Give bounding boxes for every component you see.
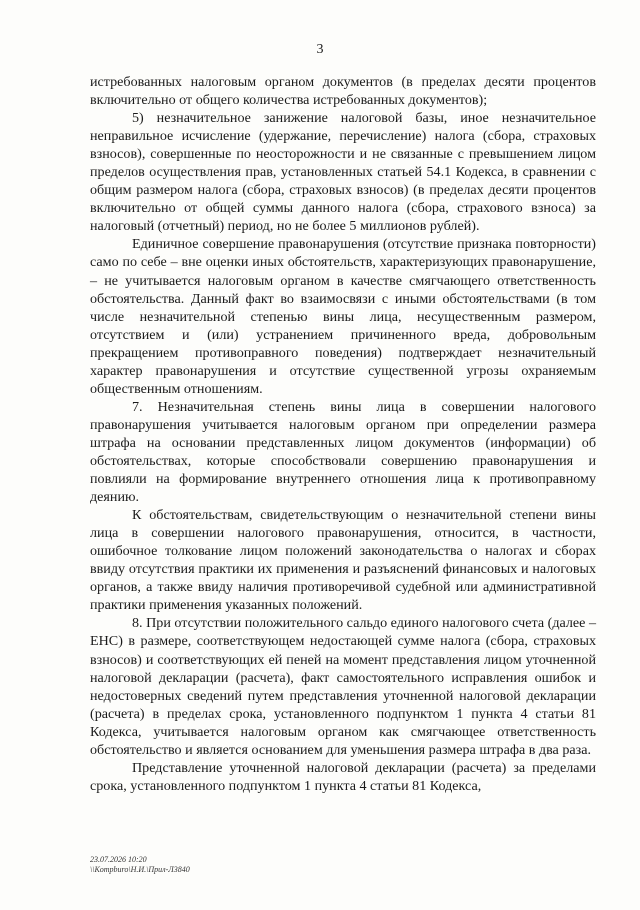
page-number: 3: [316, 42, 324, 57]
paragraph-continuation: истребованных налоговым органом документов (в пределах десяти процентов включительно от общего количества истребованных документов);: [90, 74, 596, 109]
footer-stamp: [90, 855, 190, 875]
paragraph-item-5: 5) незначительное занижение налоговой базы, иное незначительное неправильное исчисление (удержание, перечисление) налога (сбора, страховых взносов), совершенные по неосторожности и не связанные с превышением лицом пределов осуществления прав, установленных статьей 54.1 Кодекса, в сравнении с общим размером налога (сбора, страховых взносов) (в пределах десяти процентов включительно от общей суммы данного налога (сбора, страхового взноса) за налоговый (отчетный) период, но не более 5 миллионов рублей).: [90, 110, 596, 235]
paragraph-single-offense: Единичное совершение правонарушения (отсутствие признака повторности) само по себе – вне оценки иных обстоятельств, характеризующих правонарушение, – не учитывается налоговым органом в качестве смягчающего ответственность обстоятельства. Данный факт во взаимосвязи с иными обстоятельствами (в том числе незначительной степенью вины лица, несущественным размером, отсутствием и (или) устранением причиненного вреда, добровольным прекращением противоправного поведения) подтверждает незначительный характер правонарушения и отсутствие существенной угрозы охраняемым общественным отношениям.: [90, 236, 596, 397]
footer-timestamp: 23.07.2026 10:20: [90, 855, 147, 864]
document-body: [90, 73, 596, 795]
paragraph-item-7: 7. Незначительная степень вины лица в совершении налогового правонарушения учитывается налоговым органом при определении размера штрафа на основании представленных лицом документов (информации) об обстоятельствах, которые способствовали совершению правонарушения и повлияли на формирование внутреннего отношения лица к противоправному деянию.: [90, 398, 596, 506]
paragraph-late-declaration: Представление уточненной налоговой декларации (расчета) за пределами срока, установленного подпунктом 1 пункта 4 статьи 81 Кодекса,: [90, 759, 596, 794]
footer-doc-ref: \\Kompburo\Н.И.\Прил-Л3840: [90, 865, 190, 874]
paragraph-guilt-circumstances: К обстоятельствам, свидетельствующим о незначительной степени вины лица в совершении налогового правонарушения, относится, в частности, ошибочное толкование лицом положений законодательства о налогах и сборах ввиду отсутствия практики их применения и разъяснений финансовых и налоговых органов, а также ввиду наличия противоречивой судебной или административной практики применения указанных положений.: [90, 507, 596, 614]
paragraph-item-8: 8. При отсутствии положительного сальдо единого налогового счета (далее – ЕНС) в размере, соответствующем недостающей сумме налога (сбора, страховых взносов) и соответствующих ей пеней на момент представления лицом уточненной налоговой декларации (расчета), факт самостоятельного исправления ошибок и недостоверных сведений путем представления уточненной налоговой декларации (расчета) в пределах срока, установленного подпунктом 1 пункта 4 статьи 81 Кодекса, учитывается налоговым органом как смягчающее ответственность обстоятельство и является основанием для уменьшения размера штрафа в два раза.: [90, 615, 596, 758]
